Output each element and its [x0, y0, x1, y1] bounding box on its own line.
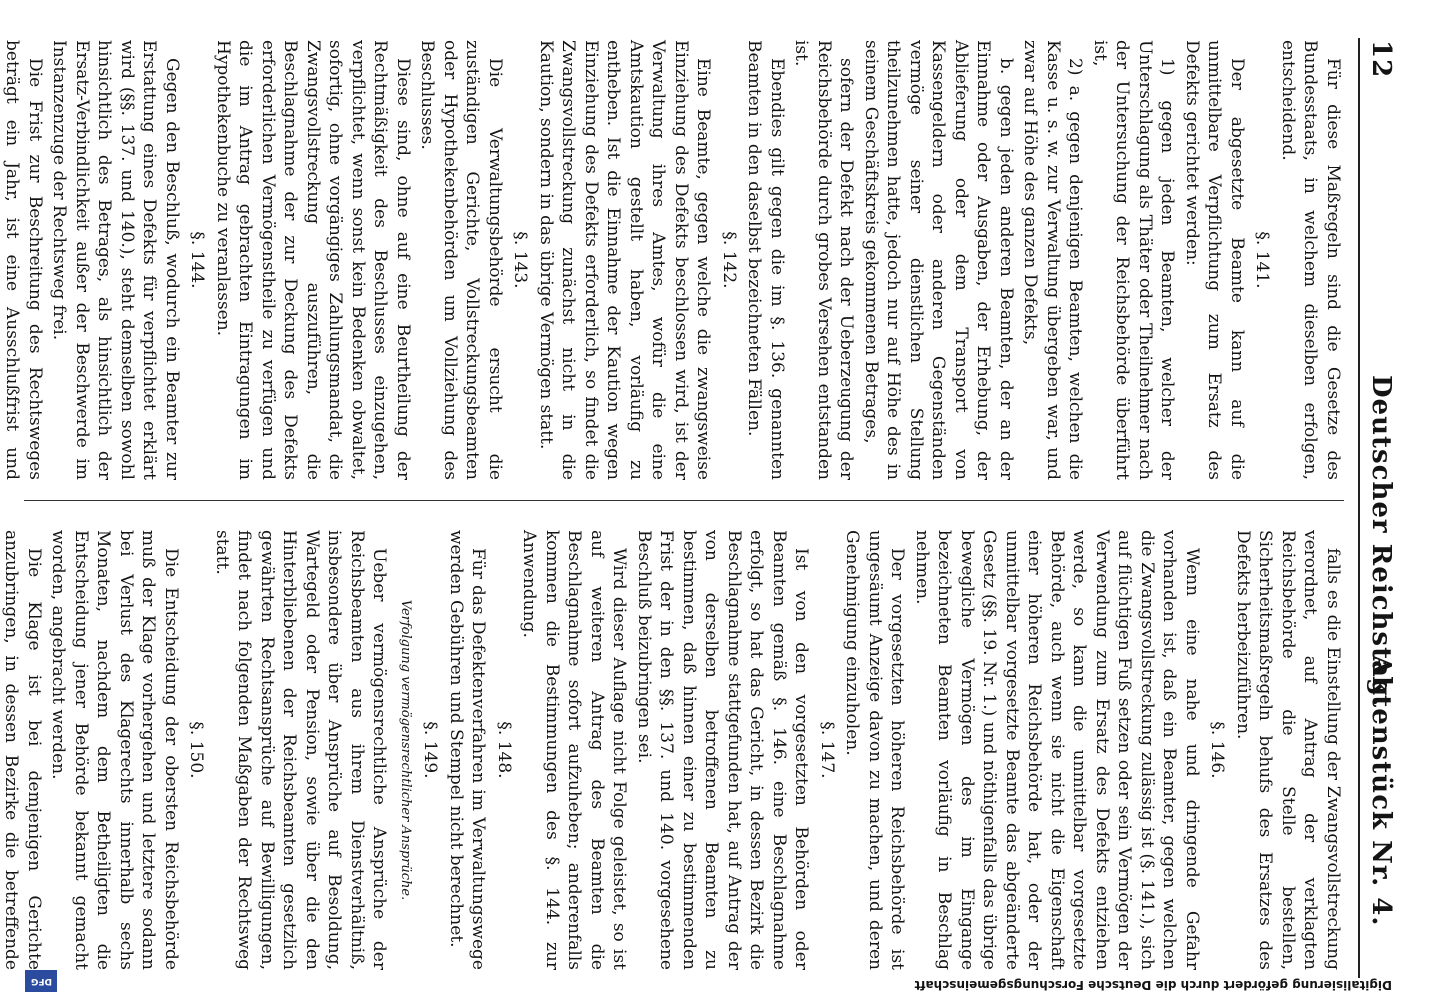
column-divider	[24, 500, 1344, 501]
paragraph: 2) a. gegen denjenigen Beamten, welchen die Kasse u. s. w. zur Verwaltung übergeben war, und zwar auf Höhe des ganzen Defekts,	[1020, 40, 1086, 480]
document-number: Aktenstück Nr. 4.	[1366, 655, 1396, 927]
paragraph: Ebendies gilt gegen die im §. 136. genannten Beamten in den daselbst bezeichneten Fällen.	[744, 40, 787, 480]
header-rule	[1358, 38, 1360, 978]
paragraph: falls es die Einstellung der Zwangsvollstreckung verordnet, auf Antrag der verklagten Reichsbehörde die Stelle bestellen, Sicherheitsmaßregeln behufs des Ersatzes des Defekts herbeizuführen.	[1233, 530, 1343, 970]
dfg-logo: DFG	[25, 970, 57, 992]
section-heading: §. 144.	[187, 231, 208, 289]
paragraph: Für diese Maßregeln sind die Gesetze des Bundesstaats, in welchem dieselben erfolgen, entscheidend.	[1278, 40, 1343, 480]
paragraph: Wenn eine nahe und dringende Gefahr vorhanden ist, daß ein Beamter, gegen welchen die Zwangsvollstreckung zulässig ist (§. 141.), sich auf flüchtigen Fuß setzen oder sein Vermögen der Verwendung zum Ersatz des Defekts entziehen werde, so kann die unmittelbar vorgesetzte Behörde, auch wenn sie nicht die Eigenschaft einer höheren Reichsbehörde hat, oder der unmittelbar vorgesetzte Beamte das abgeänderte Gesetz (§§. 19. Nr. 1.) und nöthigenfalls das übrige bewegliche Vermögen des im Eingange bezeichneten Beamten vorläufig in Beschlag nehmen.	[912, 530, 1202, 970]
paragraph: Gegen den Beschluß, wodurch ein Beamter zur Erstattung eines Defekts für verpflichtet erklärt wird (§§. 137. und 140.), steht demselben sowohl hinsichtlich des Betrages, als hinsichtlich der Ersatz-Verbindlichkeit außer der Beschwerde im Instanzenzuge der Rechtsweg frei.	[49, 40, 182, 480]
paragraph: Die Entscheidung der obersten Reichsbehörde muß der Klage vorhergehen und letztere sodann bei Verlust des Klagerechts innerhalb sechs Monaten, nachdem dem Betheiligten die Entscheidung jener Behörde bekannt gemacht worden, angebracht werden.	[48, 530, 181, 970]
paragraph: Die Klage ist bei demjenigen Gerichte anzubringen, in dessen Bezirke die betreffende	[1, 530, 44, 970]
section-heading: §. 142.	[719, 231, 739, 289]
paragraph: Die Verwaltungsbehörde ersucht die zuständigen Gerichte, Vollstreckungsbeamten oder Hypothekenbehörden um Vollziehung des Beschlusses.	[417, 40, 505, 480]
right-column	[0, 530, 1344, 970]
paragraph: b. gegen jeden anderen Beamten, der an der Einnahme oder Ausgaben, der Erhebung, der Ablieferung oder dem Transport von Kassengeldern oder anderen Gegenständen vermöge seiner dienstlichen Stellung theilzunehmen hatte, jedoch nur auf Höhe des in seinem Geschäftskreis gekommenen Betrages,	[861, 40, 1016, 480]
side-heading: Verfolgung vermögensrechtlicher Ansprüche.	[398, 599, 413, 901]
paragraph: Der abgesetzte Beamte kann auf die unmittelbare Verpflichtung zum Ersatz des Defekts gerichtet werden:	[1182, 40, 1247, 480]
paragraph: Ist von den vorgesetzten Behörden oder Beamten gemäß §. 146. eine Beschlagnahme erfolgt, so hat das Gericht, in dessen Bezirk die Beschlagnahme stattgefunden hat, auf Antrag der von derselben betroffenen Beamten zu bestimmen, daß hinnen einer zu bestimmenden Frist der in den §§. 137. und 140. vorgesehene Beschluß beizubringen sei.	[634, 530, 812, 970]
paragraph: sofern der Defekt nach der Ueberzeugung der Reichsbehörde durch grobes Versehen entstanden ist.	[791, 40, 857, 480]
paragraph: Eine Beamte, gegen welche die zwangsweise Einziehung des Defekts beschlossen wird, ist der Verwaltung ihres Amtes, wofür die eine Amtskaution gestellt haben, vorläufig zu entheben. Ist die Einnahme der Kaution wegen Einziehung des Defekts erforderlich, so findet die Zwangsvollstreckung zunächst nicht in die Kaution, sondern in das übrige Vermögen statt.	[536, 40, 714, 480]
paragraph: Ueber vermögensrechtliche Ansprüche der Reichsbeamten aus ihrem Dienstverhältniß, insbesondere über Ansprüche auf Besoldung, Wartegeld oder Pension, sowie über die den Hinterbliebenen der Reichsbeamten gesetzlich gewährten Rechtsansprüche auf Bewilligungen, findet nach folgenden Maßgaben der Rechtsweg statt.	[212, 530, 390, 970]
section-heading: §. 147.	[817, 721, 837, 779]
section-heading: §. 150.	[186, 721, 207, 779]
paragraph: Die Frist zur Beschreitung des Rechtsweges beträgt ein Jahr, ist eine Ausschlußfrist und	[2, 40, 45, 480]
page-number: 12	[1366, 40, 1396, 79]
section-heading: §. 141.	[1252, 231, 1273, 289]
paragraph: Diese sind, ohne auf eine Beurtheilung der Rechtmäßigkeit des Beschlusses einzugehen, verpflichtet, wenn sonst kein Bedenken obwaltet, sofortig, ohne vorgängiges Zahlungsmandat, die Zwangsvollstreckung auszuführen, die Beschlagnahme der zur Deckung des Defekts erforderlichen Vermögenstheile zu verfügen und die im Antrag gebrachten Eintragungen im Hypothekenbuche zu veranlassen.	[213, 40, 413, 480]
section-heading: §. 149.	[420, 721, 441, 779]
paragraph: Wird dieser Auflage nicht Folge geleistet, so ist auf weiteren Antrag des Beamten die Beschlagnahme sofort aufzuheben; anderenfalls kommen die Bestimmungen des §. 144. zur Anwendung.	[519, 530, 630, 970]
section-heading: §. 143.	[510, 231, 531, 289]
footer	[0, 960, 1432, 1000]
section-heading: §. 146.	[1207, 721, 1228, 779]
funding-note: Digitalisierung gefördert durch die Deutsche Forschungsgemeinschaft	[914, 978, 1392, 992]
left-column	[0, 40, 1344, 480]
paragraph: 1) gegen jeden Beamten, welcher der Unterschlagung als Thäter oder Theilnehmer nach der Untersuchung der Reichsbehörde überführt ist,	[1090, 40, 1178, 480]
section-heading: §. 148.	[494, 721, 514, 779]
paragraph: Für das Defektenverfahren im Verwaltungswege werden Gebühren und Stempel nicht berechnet.	[446, 530, 489, 970]
page-title: Deutscher Reichstag.	[1366, 375, 1396, 708]
paragraph: Der vorgesetzten höheren Reichsbehörde ist ungesäumt Anzeige davon zu machen, und deren Genehmigung einzuholen.	[842, 530, 908, 970]
